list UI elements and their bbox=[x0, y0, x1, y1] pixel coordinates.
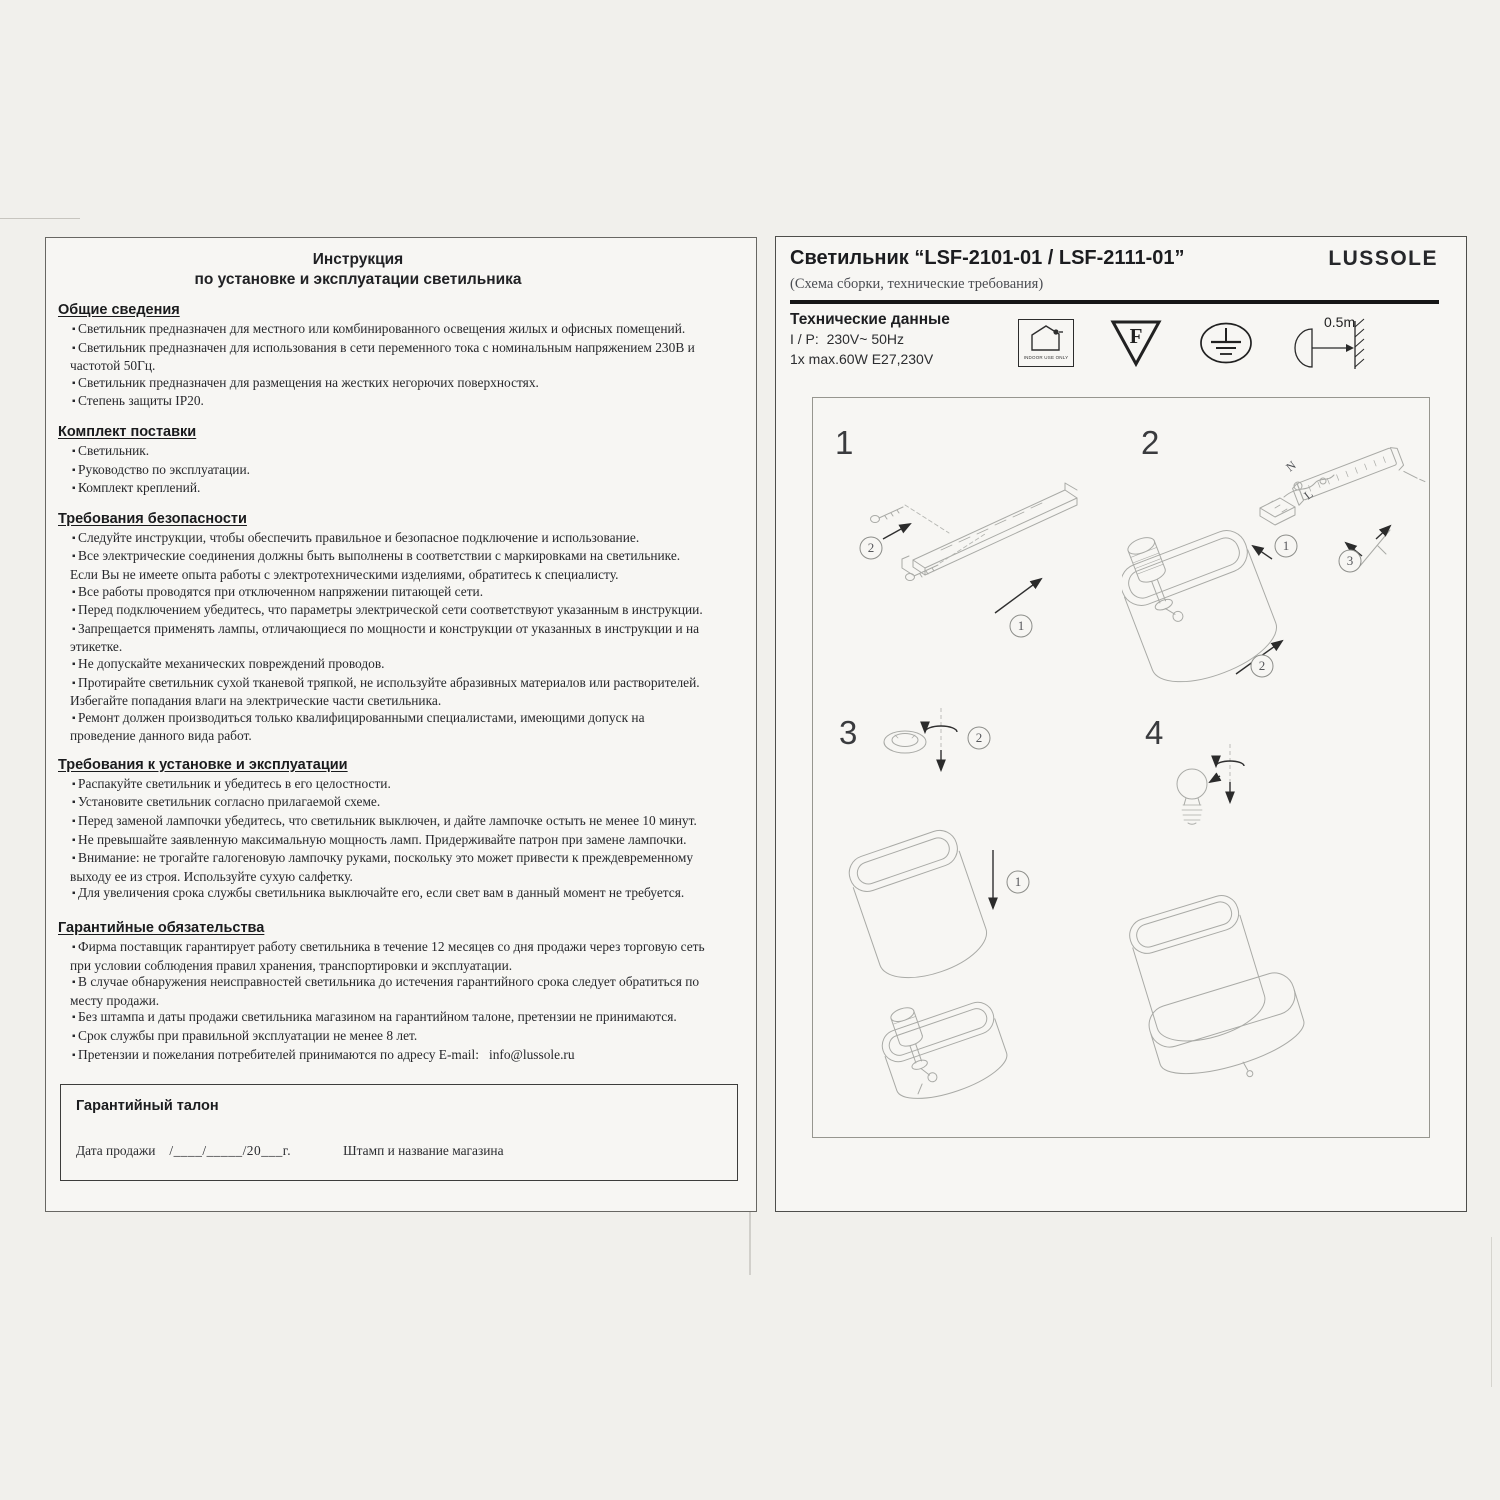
step1-arrow-1 bbox=[995, 579, 1041, 613]
bullet-item: ▪ Распакуйте светильник и убедитесь в его целостности. bbox=[70, 776, 708, 795]
callout-number-1: 1 bbox=[1017, 618, 1025, 633]
instruction-text-column bbox=[58, 302, 708, 1065]
callout-number-1: 1 bbox=[1282, 538, 1290, 553]
tech-data-lamp: 1x max.60W E27,230V bbox=[790, 350, 934, 367]
tech-data-row bbox=[790, 309, 1466, 373]
assembly-step-4-figure bbox=[1122, 692, 1431, 1137]
bullet-item: ▪ Без штампа и даты продажи светильника магазином на гарантийном талоне, претензии не принимаются. bbox=[70, 1009, 708, 1028]
bullet-item: ▪ Степень защиты IP20. bbox=[70, 393, 708, 412]
step-number: 4 bbox=[1145, 714, 1164, 751]
callout-number-3: 3 bbox=[1346, 553, 1354, 568]
lamp-base-drawing bbox=[872, 981, 1013, 1110]
tech-data-voltage: I / P: 230V~ 50Hz bbox=[790, 330, 905, 347]
svg-text:0.5m: 0.5m bbox=[1324, 313, 1356, 330]
page-title bbox=[58, 250, 658, 290]
mounting-bracket-drawing bbox=[871, 483, 1078, 581]
bullet-item: ▪ Запрещается применять лампы, отличающиеся по мощности и конструкции от указанных в инструкции и на этикетке. bbox=[70, 621, 708, 656]
bullet-item: ▪ Протирайте светильник сухой тканевой тряпкой, не используйте абразивных материалов или растворителей. Избегайте попадания влаги на электрические части светильника. bbox=[70, 675, 708, 710]
bullet-item: ▪ Внимание: не трогайте галогеновую лампочку руками, поскольку это может привести к преждевременному выходу ее из строя. Используйте сухую салфетку. bbox=[70, 850, 708, 885]
bracket-drawing bbox=[1291, 441, 1424, 527]
bullet-item: ▪ Все работы проводятся при отключенном напряжении питающей сети. bbox=[70, 584, 708, 603]
bullet-item: ▪ Не превышайте заявленную максимальную мощность ламп. Придерживайте патрон при замене лампочки. bbox=[70, 832, 708, 851]
bullet-item: ▪ Установите светильник согласно прилагаемой схеме. bbox=[70, 794, 708, 813]
warranty-date-row bbox=[76, 1143, 737, 1159]
instruction-page bbox=[45, 237, 757, 1212]
bullet-item: ▪ Светильник. bbox=[70, 443, 708, 462]
bullet-item: ▪ Срок службы при правильной эксплуатации не менее 8 лет. bbox=[70, 1028, 708, 1047]
svg-text:F: F bbox=[1129, 323, 1143, 348]
earth-ground-icon bbox=[1198, 321, 1254, 365]
wire-label-l: L bbox=[1301, 486, 1316, 503]
assembled-lamp-drawing bbox=[1125, 891, 1314, 1100]
bullet-item: ▪ Ремонт должен производиться только квалифицированными специалистами, имеющими допуск на проведение данного вида работ. bbox=[70, 710, 708, 745]
assembly-step-3-figure bbox=[813, 692, 1122, 1137]
bullet-item: ▪ Комплект креплений. bbox=[70, 480, 708, 499]
section-heading-warranty: Гарантийные обязательства bbox=[58, 920, 265, 937]
wire-label-n: N bbox=[1283, 457, 1299, 475]
step-number: 2 bbox=[1141, 424, 1160, 461]
lamp-body-drawing bbox=[1122, 441, 1425, 692]
step-number: 3 bbox=[839, 714, 858, 751]
section-heading-package: Комплект поставки bbox=[58, 423, 197, 440]
trim-ring-drawing bbox=[884, 731, 926, 753]
shade-drawing bbox=[845, 826, 995, 990]
bullet-item: ▪ Следуйте инструкции, чтобы обеспечить правильное и безопасное подключение и использование. bbox=[70, 530, 708, 549]
scan-artifact-line-right bbox=[1491, 1237, 1492, 1387]
terminal-block-drawing bbox=[1260, 498, 1295, 525]
step-number: 1 bbox=[835, 424, 854, 461]
warranty-coupon-box bbox=[60, 1084, 738, 1181]
bullet-item: ▪ Для увеличения срока службы светильника выключайте его, если свет вам в данный момент не требуется. bbox=[70, 885, 708, 904]
assembly-step-2-figure bbox=[1122, 398, 1431, 692]
f-mark-icon bbox=[1110, 319, 1162, 367]
section-heading-safety: Требования безопасности bbox=[58, 510, 247, 527]
assembly-page-header bbox=[790, 247, 1438, 271]
bullet-item: ▪ Светильник предназначен для размещения на жестких негорючих поверхностях. bbox=[70, 375, 708, 394]
bulb-drawing bbox=[1177, 769, 1207, 824]
callout-number-1: 1 bbox=[1014, 874, 1022, 889]
warranty-coupon-title: Гарантийный талон bbox=[76, 1098, 219, 1114]
page-subtitle: (Схема сборки, технические требования) bbox=[790, 276, 1044, 292]
bullet-item: ▪ Перед подключением убедитесь, что параметры электрической сети соответствуют указанным в инструкции. bbox=[70, 602, 708, 621]
indoor-use-only-label: INDOOR USE ONLY bbox=[1023, 354, 1069, 360]
bullet-item: ▪ Светильник предназначен для местного или комбинированного освещения жилых и офисных помещений. bbox=[70, 321, 708, 340]
step4-insert-arrow bbox=[1210, 776, 1220, 782]
callout-number-2: 2 bbox=[1258, 658, 1266, 673]
bullet-item: ▪ Светильник предназначен для использования в сети переменного тока с номинальным напряжением 230В и частотой 50Гц. bbox=[70, 340, 708, 375]
indoor-use-only-icon bbox=[1018, 319, 1074, 367]
callout-number-2: 2 bbox=[975, 730, 983, 745]
product-model-title: Светильник “LSF-2101-01 / LSF-2111-01” bbox=[790, 247, 1185, 269]
section-heading-general: Общие сведения bbox=[58, 302, 180, 318]
house-icon bbox=[1026, 323, 1066, 353]
section-heading-installation: Требования к установке и эксплуатации bbox=[58, 756, 348, 773]
bullet-item: ▪ Фирма поставщик гарантирует работу светильника в течение 12 месяцев со дня продажи через торговую сеть при условии соблюдения правил хранения, транспортировки и эксплуатации. bbox=[70, 939, 708, 974]
min-distance-icon bbox=[1290, 313, 1372, 373]
sale-date-blanks: /____/_____/20___г. bbox=[169, 1143, 292, 1158]
step2-arrow-1 bbox=[1253, 546, 1272, 559]
bullet-item: ▪ В случае обнаружения неисправностей светильника до истечения гарантийного срока следует обратиться по месту продажи. bbox=[70, 974, 708, 1009]
assembly-diagram-box bbox=[812, 397, 1430, 1138]
assembly-page bbox=[775, 236, 1467, 1212]
step1-arrow-2 bbox=[883, 524, 910, 539]
assembly-step-1-figure bbox=[813, 398, 1122, 692]
bullet-item: ▪ Не допускайте механических повреждений проводов. bbox=[70, 656, 708, 675]
brand-logo: LUSSOLE bbox=[1328, 247, 1438, 270]
scan-artifact-line bbox=[0, 218, 80, 219]
bullet-item: ▪ Руководство по эксплуатации. bbox=[70, 462, 708, 481]
certification-icons-row bbox=[1018, 313, 1372, 373]
bullet-item: ▪ Все электрические соединения должны быть выполнены в соответствии с маркировками на светильнике. Если Вы не имеете опыта работы с электротехническими изделиями, обратитесь к специалисту. bbox=[70, 548, 708, 583]
page-title-line1: Инструкция bbox=[312, 251, 404, 268]
bullet-item: ▪ Претензии и пожелания потребителей принимаются по адресу E-mail: info@lussole.ru bbox=[70, 1047, 708, 1066]
shop-stamp-label: Штамп и название магазина bbox=[343, 1143, 504, 1158]
tech-data-heading: Технические данные bbox=[790, 310, 950, 328]
page-title-line2: по установке и эксплуатации светильника bbox=[194, 271, 522, 288]
bullet-item: ▪ Перед заменой лампочки убедитесь, что светильник выключен, и дайте лампочке остыть не менее 10 минут. bbox=[70, 813, 708, 832]
header-rule bbox=[790, 300, 1439, 304]
sale-date-label: Дата продажи bbox=[76, 1143, 156, 1158]
callout-number-2: 2 bbox=[867, 540, 875, 555]
tech-data-block bbox=[790, 309, 1018, 373]
